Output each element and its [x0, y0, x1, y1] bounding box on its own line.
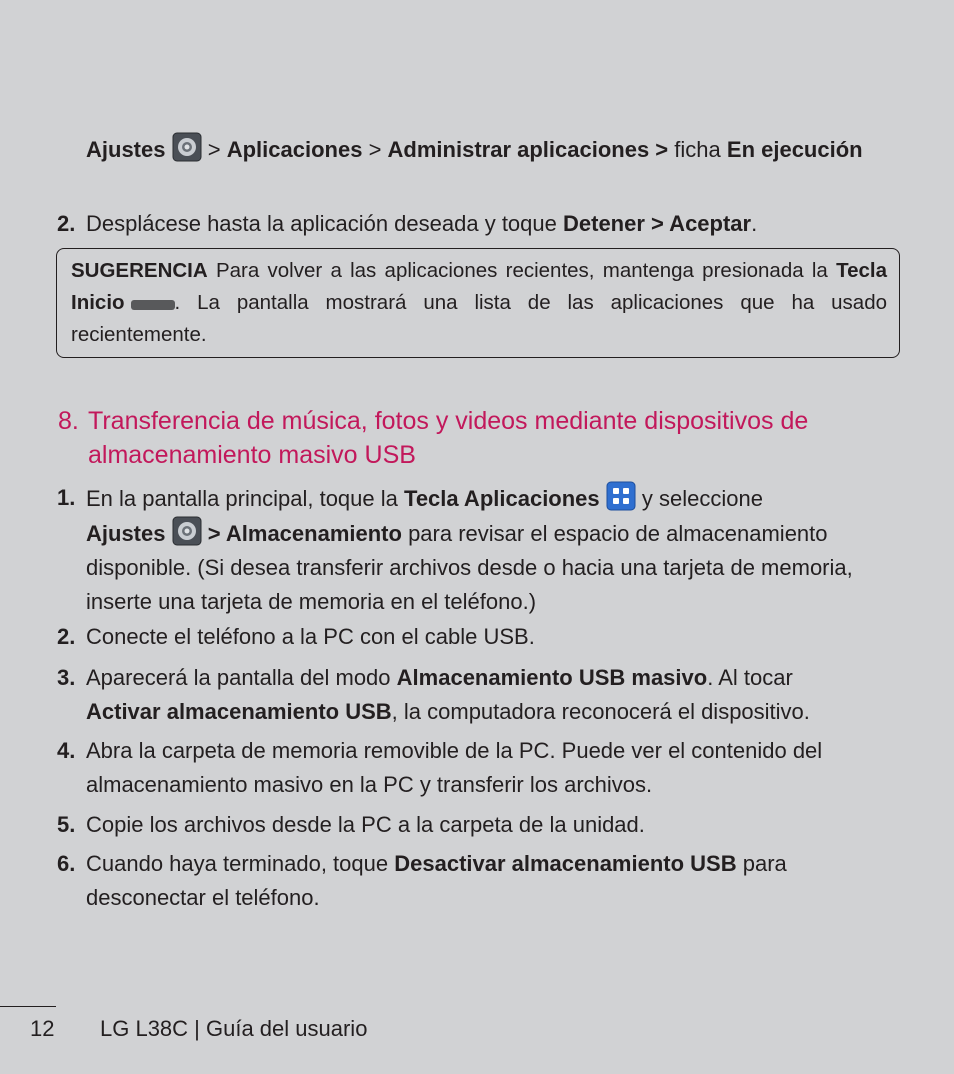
footer-divider: [0, 1006, 56, 1007]
footer-title: LG L38C | Guía del usuario: [100, 1016, 368, 1041]
step-text: Abra la carpeta de memoria removible de la PC. Puede ver el contenido del almacenamiento masivo en la PC y transferir los archivos.: [86, 738, 823, 797]
apps-key-label: Tecla Aplicaciones: [404, 486, 600, 511]
activar-usb-label: Activar almacenamiento USB: [86, 699, 392, 724]
step-number: 2.: [57, 211, 76, 236]
almacenamiento-label: > Almacenamiento: [207, 521, 402, 546]
step-text: Aparecerá la pantalla del modo Almacenamiento USB masivo. Al tocar Activar almacenamiento USB, la computadora reconocerá el dispositivo.: [86, 665, 810, 724]
tip-box: [56, 248, 900, 358]
page-number: 12: [30, 1016, 55, 1041]
ajustes-label: Ajustes: [86, 137, 166, 162]
ajustes-label: Ajustes: [86, 521, 166, 546]
settings-gear-icon: [172, 516, 202, 546]
step-text: En la pantalla principal, toque la Tecla Aplicaciones y seleccione Ajustes > Almacenamiento para revisar el espacio de almacenamiento disponible. (Si desea transferir archivos desde o hacia una tarjeta de memoria, inserte una tarjeta de memoria en el teléfono.): [86, 481, 896, 619]
en-ejecucion-label: En ejecución: [726, 137, 863, 162]
section-heading: [58, 404, 898, 472]
step-text: Desplácese hasta la aplicación deseada y toque Detener > Aceptar.: [86, 211, 758, 236]
separator: >: [368, 137, 382, 162]
settings-gear-icon: [172, 132, 202, 162]
step-text: Conecte el teléfono a la PC con el cable USB.: [86, 624, 535, 649]
detener-aceptar-label: Detener > Aceptar: [563, 211, 752, 236]
apps-grid-icon: [606, 481, 636, 511]
administrar-label: Administrar aplicaciones >: [387, 137, 669, 162]
tip-label: SUGERENCIA: [71, 259, 208, 282]
usb-mode-label: Almacenamiento USB masivo: [396, 665, 708, 690]
desactivar-usb-label: Desactivar almacenamiento USB: [394, 851, 737, 876]
section-title: Transferencia de música, fotos y videos mediante dispositivos de almacenamiento masivo USB: [88, 407, 809, 469]
aplicaciones-label: Aplicaciones: [226, 137, 363, 162]
tip-text: . La pantalla mostrará una lista de las aplicaciones que ha usado recientemente.: [71, 291, 887, 346]
section-number: 8.: [58, 407, 79, 435]
separator: >: [207, 137, 221, 162]
tip-text: Para volver a las aplicaciones recientes, mantenga presionada la: [215, 259, 828, 282]
home-key-label: Tecla Inicio: [71, 259, 888, 314]
step-number: 5.: [57, 812, 76, 837]
ficha-text: ficha: [674, 137, 721, 162]
home-key-icon: [131, 300, 175, 310]
step-number: 6.: [57, 851, 76, 876]
step-number: 4.: [57, 738, 76, 763]
top-path-instruction: [86, 132, 866, 167]
step-number: 2.: [57, 624, 76, 649]
step-text: Cuando haya terminado, toque Desactivar almacenamiento USB para desconectar el teléfono.: [86, 851, 787, 910]
step-number: 3.: [57, 665, 76, 690]
step-text: Copie los archivos desde la PC a la carpeta de la unidad.: [86, 812, 645, 837]
step-number: 1.: [57, 485, 76, 510]
